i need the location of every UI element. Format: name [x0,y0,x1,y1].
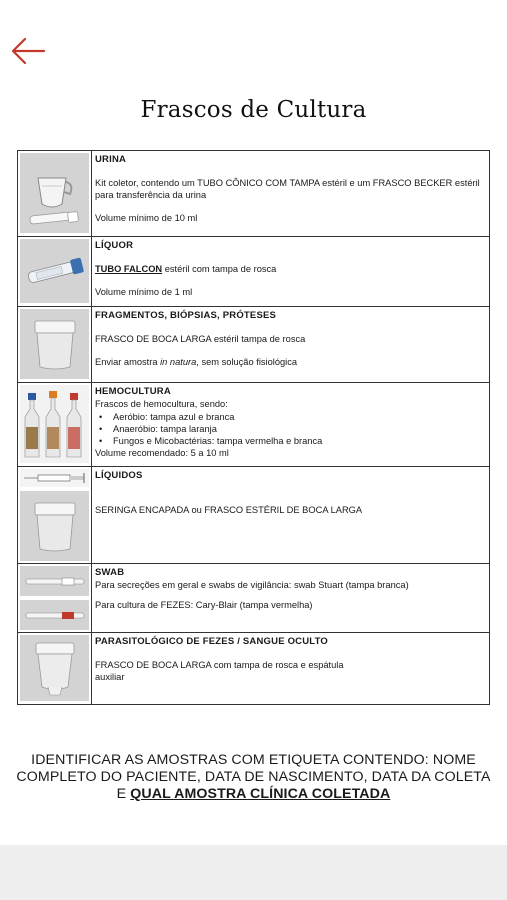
swab-stuart-description: Para secreções em geral e swabs de vigilância: swab Stuart (tampa branca) [95,580,409,590]
culture-bottles-table [17,150,490,705]
swab-cary-blair-image [20,600,89,630]
falcon-tube-label: TUBO FALCON [95,264,163,274]
blood-culture-bottles-image [20,385,89,463]
section-title-urina: URINA [95,154,127,165]
table-row [18,633,490,705]
section-title-liquidos: LÍQUIDOS [95,470,143,481]
back-arrow-icon [10,36,46,66]
fragmentos-description: FRASCO DE BOCA LARGA estéril tampa de rosca [95,334,306,344]
wide-mouth-jar-image [20,309,89,379]
stool-container-image [20,635,89,701]
urina-description: Kit coletor, contendo um TUBO CÔNICO COM TAMPA estéril e um FRASCO BECKER estéril para transferência da urina [95,178,480,200]
hemocultura-volume: Volume recomendado: 5 a 10 ml [95,448,229,458]
list-item: • Anaeróbio: tampa laranja [95,423,485,435]
hemocultura-list [95,411,485,447]
section-title-fragmentos: FRAGMENTOS, BIÓPSIAS, PRÓTESES [95,310,277,321]
list-item: • Fungos e Micobactérias: tampa vermelha e branca [95,435,485,447]
falcon-tube-image [20,239,89,303]
table-row [18,564,490,633]
section-title-parasitologico: PARASITOLÓGICO DE FEZES / SANGUE OCULTO [95,636,329,647]
back-button[interactable] [10,36,50,70]
hemocultura-intro: Frascos de hemocultura, sendo: [95,399,228,409]
parasitologico-description: FRASCO DE BOCA LARGA com tampa de rosca e espátula auxiliar [95,660,344,682]
table-row [18,383,490,467]
urine-kit-image [20,153,89,233]
page-title: Frascos de Cultura [140,97,367,123]
section-title-liquor: LÍQUOR [95,240,134,251]
bottom-bar [0,845,507,900]
liquor-description: estéril com tampa de rosca [162,264,277,274]
table-row [18,467,490,564]
section-title-swab: SWAB [95,567,125,578]
wide-mouth-jar-image [20,491,89,561]
swab-cary-blair-description: Para cultura de FEZES: Cary-Blair (tampa vermelha) [95,600,313,610]
notice-emphasis: QUAL AMOSTRA CLÍNICA COLETADA [130,786,391,802]
table-row [18,151,490,237]
syringe-image [20,469,89,487]
section-title-hemocultura: HEMOCULTURA [95,386,171,397]
identification-notice: IDENTIFICAR AS AMOSTRAS COM ETIQUETA CONTENDO: NOME COMPLETO DO PACIENTE, DATA DE NASCIMENTO, DATA DA COLETA E QUAL AMOSTRA CLÍNICA COLETADA [16,752,491,802]
liquor-volume: Volume mínimo de 1 ml [95,287,193,297]
table-row [18,307,490,383]
fragmentos-instruction: Enviar amostra in natura, sem solução fisiológica [95,357,298,367]
liquidos-description: SERINGA ENCAPADA ou FRASCO ESTÉRIL DE BOCA LARGA [95,505,363,515]
urina-volume: Volume mínimo de 10 ml [95,213,198,223]
swab-stuart-image [20,566,89,596]
table-row [18,237,490,307]
list-item: • Aeróbio: tampa azul e branca [95,411,485,423]
